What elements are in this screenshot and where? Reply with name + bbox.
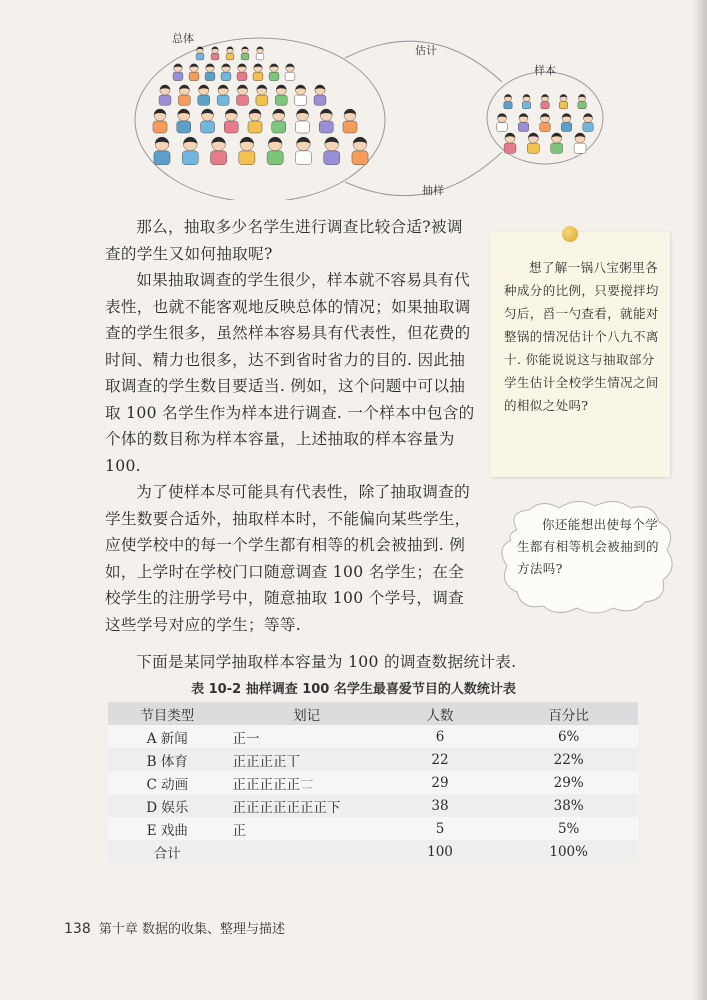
label-population: 总体: [172, 32, 194, 45]
paragraph-3: 为了使样本尽可能具有代表性，除了抽取调查的学生数要合适外，抽取样本时，不能偏向某些学生，应使学校中的每一个学生都有相等的机会被抽到. 例如，上学时在学校门口随意调查 100 名学生；在全校学生的注册学号中，随意抽取 100 个学号，调查这些学号对应的学生；等等.: [105, 483, 471, 634]
cell-tally: 正正正正正𠄟: [232, 776, 314, 793]
population-sample-illustration: [130, 20, 620, 200]
table-row: [108, 794, 638, 817]
statistics-table: [108, 702, 638, 863]
cell-tally: 正正正正正正正下: [232, 799, 341, 816]
cell-count: 29: [431, 774, 449, 791]
main-text: [105, 214, 475, 638]
table-total-row: [108, 840, 638, 863]
header-tally: 划记: [293, 707, 321, 724]
page-footer: [64, 918, 285, 937]
table-row: [108, 725, 638, 748]
side-note-cloud-text: 你还能想出使每个学生都有相等机会被抽到的方法吗?: [517, 517, 659, 576]
side-note-porridge: [490, 232, 670, 477]
table-row: [108, 771, 638, 794]
cell-type: A 新闻: [146, 730, 188, 747]
page-number: 138: [64, 921, 91, 937]
chapter-title: 第十章 数据的收集、整理与描述: [98, 922, 286, 937]
label-sample: 样本: [534, 64, 556, 77]
label-estimate: 估计: [415, 44, 437, 57]
header-count: 人数: [426, 707, 454, 724]
cell-type: D 娱乐: [146, 799, 189, 816]
cell-percent: 38%: [553, 797, 584, 814]
cell-tally: 正一: [232, 730, 260, 747]
label-sampling: 抽样: [422, 184, 444, 197]
cell-count: 22: [431, 751, 449, 768]
page-edge-shadow: [693, 0, 707, 1000]
table-header-row: [108, 702, 638, 725]
paragraph-4: 下面是某同学抽取样本容量为 100 的调查数据统计表.: [136, 653, 517, 671]
cell-type: E 戏曲: [146, 822, 188, 839]
cell-tally: 正正正正丅: [232, 753, 301, 770]
cell-count: 38: [431, 797, 449, 814]
cell-percent: 5%: [557, 820, 580, 837]
table-row: [108, 748, 638, 771]
cell-count: 5: [435, 820, 445, 837]
cell-percent: 22%: [553, 751, 584, 768]
cell-percent: 29%: [553, 774, 584, 791]
header-percentage: 百分比: [548, 707, 589, 724]
cell-tally: 正: [232, 822, 247, 839]
pushpin-icon: [562, 226, 578, 242]
paragraph-2: 如果抽取调查的学生很少，样本就不容易具有代表性，也就不能客观地反映总体的情况；如果抽取调查的学生很多，虽然样本容易具有代表性，但花费的时间、精力也很多，达不到省时省力的目的. 因此抽取调查的学生数目要适当. 例如，这个问题中可以抽取 100 名学生作为样本进行调查. 一个样本中包含的个体的数目称为样本容量，上述抽取的样本容量为 100.: [105, 271, 475, 475]
cell-total-label: 合计: [153, 845, 181, 862]
cell-type: B 体育: [146, 753, 188, 770]
paragraph-1: 那么，抽取多少名学生进行调查比较合适?被调查的学生又如何抽取呢?: [105, 218, 463, 263]
cell-total-count: 100: [427, 843, 453, 860]
illustration-graphic: [130, 20, 620, 200]
cell-tally: [227, 840, 381, 863]
table-caption: 表 10-2 抽样调查 100 名学生最喜爱节目的人数统计表: [191, 682, 516, 697]
cell-count: 6: [435, 728, 445, 745]
header-program-type: 节目类型: [140, 707, 195, 724]
cell-type: C 动画: [146, 776, 189, 793]
cell-percent: 6%: [557, 728, 580, 745]
side-note-porridge-text: 想了解一锅八宝粥里各种成分的比例，只要搅拌均匀后，舀一勺查看，就能对整锅的情况估计个八九不离十. 你能说说这与抽取部分学生估计全校学生情况之间的相似之处吗?: [504, 260, 659, 413]
table-row: [108, 817, 638, 840]
cell-total-percent: 100%: [549, 843, 588, 860]
side-note-cloud: [497, 500, 679, 618]
